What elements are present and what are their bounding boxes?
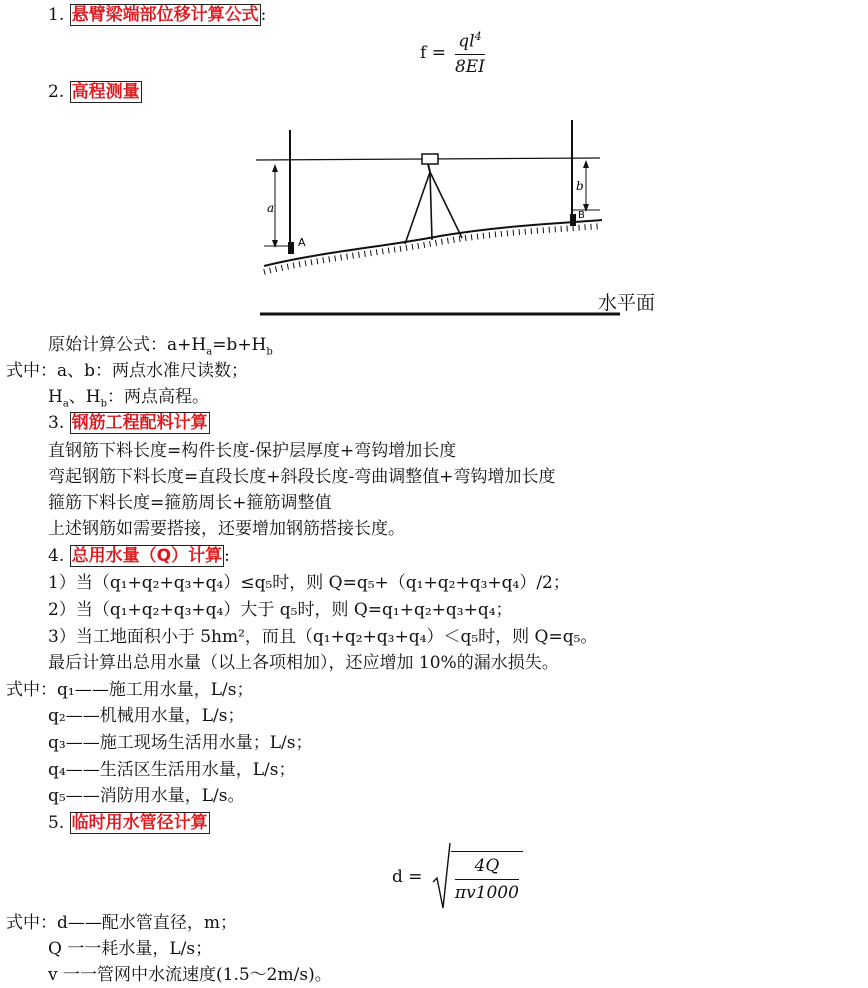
- level-instrument: [422, 154, 438, 164]
- pipe-def: v 一一管网中水流速度(1.5～2m/s)。: [48, 965, 332, 985]
- section-4-heading: 4. 总用水量（Q）计算 :: [48, 546, 230, 566]
- rebar-line: 上述钢筋如需要搭接，还要增加钢筋搭接长度。: [48, 519, 405, 539]
- section-title: 高程测量: [71, 82, 140, 102]
- sqrt-sign: [431, 842, 451, 912]
- elevation-where: 式中：a、b：两点水准尺读数；: [6, 361, 249, 381]
- datum-caption: 水平面: [598, 292, 656, 314]
- formula-lhs: f =: [420, 43, 446, 64]
- water-rule: 3）当工地面积小于 5hm²，而且（q₁+q₂+q₃+q₄）＜q₅时，则 Q=q₅。: [48, 627, 598, 647]
- formula-numerator: 4Q: [455, 856, 520, 880]
- point-a-peg: [288, 242, 294, 254]
- water-def: 式中：q₁——施工用水量，L/s；: [6, 680, 254, 700]
- formula-numerator: ql: [458, 31, 475, 52]
- formula-denominator: πv1000: [454, 883, 519, 903]
- pipe-diameter-formula: [392, 842, 523, 912]
- section-title: 钢筋工程配料计算: [71, 413, 208, 433]
- section-2-heading: 2. 高程测量: [48, 82, 140, 102]
- pipe-def: 式中：d——配水管直径，m；: [6, 913, 238, 933]
- deflection-formula: [420, 30, 488, 77]
- section-title: 临时用水管径计算: [71, 813, 208, 833]
- label-A: A: [298, 236, 306, 249]
- water-rule: 1）当（q₁+q₂+q₃+q₄）≤q₅时，则 Q=q₅+（q₁+q₂+q₃+q₄）/2；: [48, 573, 570, 593]
- section-3-heading: 3. 钢筋工程配料计算: [48, 413, 208, 433]
- section-title: 总用水量（Q）计算: [71, 546, 223, 566]
- ground-profile: [264, 220, 602, 266]
- label-b: b: [576, 179, 584, 193]
- elevation-heights: $H_a$、$H_b$：两点高程。: [48, 387, 210, 410]
- water-def: q₅——消防用水量，L/s。: [48, 786, 245, 806]
- section-title: 悬臂梁端部位移计算公式: [71, 5, 259, 25]
- water-rule: 最后计算出总用水量（以上各项相加），还应增加 10%的漏水损失。: [48, 653, 559, 673]
- label-a: a: [267, 201, 275, 215]
- rebar-line: 弯起钢筋下料长度=直段长度+斜段长度-弯曲调整值+弯钩增加长度: [48, 467, 556, 487]
- elevation-formula: 原始计算公式：$a+H_a=b+H_b$: [48, 335, 273, 358]
- water-def: q₂——机械用水量，L/s；: [48, 706, 245, 726]
- section-number: 1.: [48, 5, 65, 25]
- section-1-heading: 1. 悬臂梁端部位移计算公式 :: [48, 5, 267, 25]
- rebar-line: 箍筋下料长度=箍筋周长+箍筋调整值: [48, 493, 332, 513]
- formula-denominator: 8EI: [454, 56, 485, 77]
- rebar-line: 直钢筋下料长度=构件长度-保护层厚度+弯钩增加长度: [48, 441, 457, 461]
- water-rule: 2）当（q₁+q₂+q₃+q₄）大于 q₅时，则 Q=q₁+q₂+q₃+q₄；: [48, 600, 513, 620]
- pipe-def: Q 一一耗水量，L/s；: [48, 939, 213, 959]
- point-b-peg: [570, 214, 576, 226]
- formula-fraction: $\frac{ql^4}{8EI}$: [452, 30, 488, 77]
- formula-lhs: d =: [392, 867, 423, 887]
- water-def: q₄——生活区生活用水量，L/s；: [48, 760, 296, 780]
- section-5-heading: 5. 临时用水管径计算: [48, 813, 208, 833]
- label-B: B: [578, 210, 585, 221]
- water-def: q₃——施工现场生活用水量；L/s；: [48, 733, 313, 753]
